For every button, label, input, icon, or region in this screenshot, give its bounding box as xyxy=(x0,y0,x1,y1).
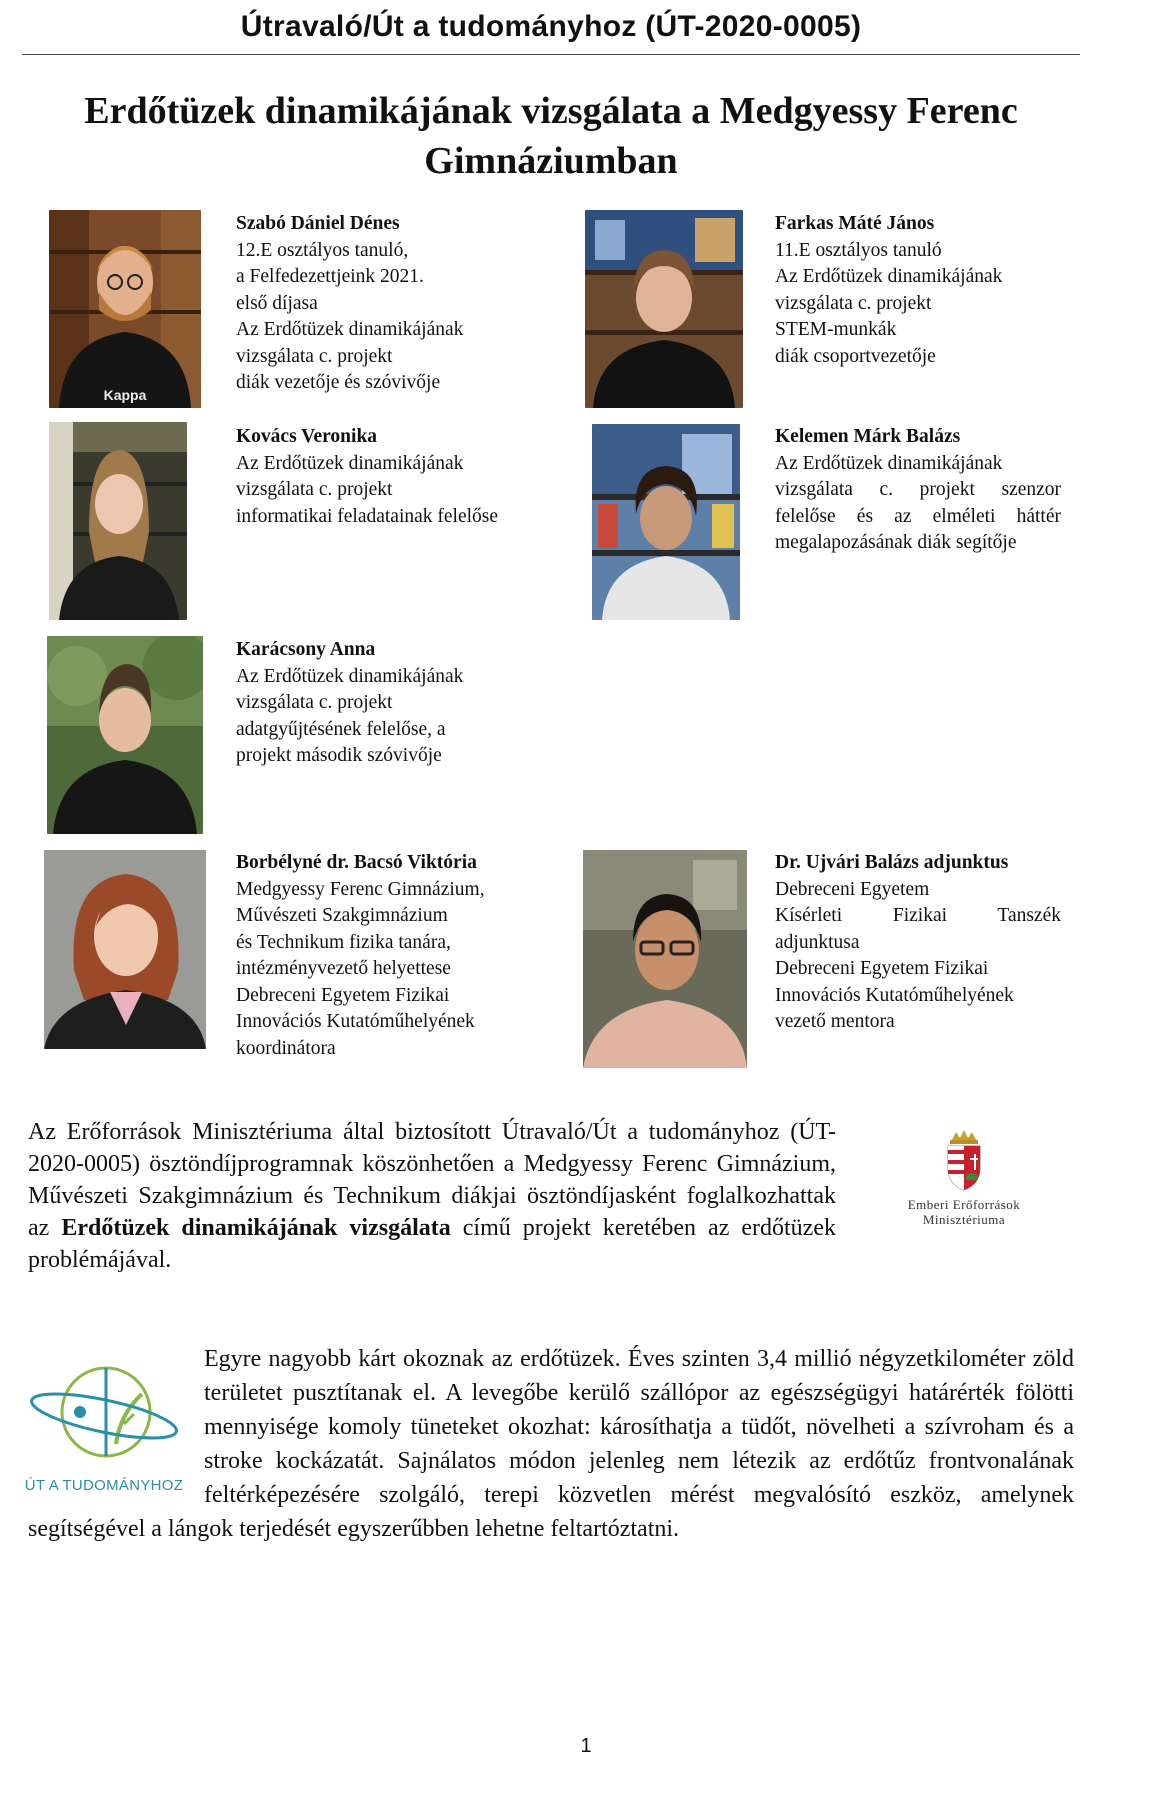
caption-line: 11.E osztályos tanuló xyxy=(775,239,942,261)
page-number: 1 xyxy=(580,1735,592,1757)
person-name: Kelemen Márk Balázs xyxy=(775,426,961,447)
caption-line: projekt második szóvivője xyxy=(236,745,442,766)
body-paragraph xyxy=(28,1342,1074,1546)
person-name: Farkas Máté János xyxy=(775,213,935,234)
svg-text:Kappa: Kappa xyxy=(103,387,147,403)
document-title xyxy=(22,86,1080,186)
caption-line: Az Erdőtüzek dinamikájának xyxy=(775,266,1003,287)
title-line-2: Gimnáziumban xyxy=(424,140,678,182)
caption-line: intézményvezető helyettese xyxy=(236,958,451,979)
page-header xyxy=(22,0,1080,55)
caption-line: adatgyűjtésének felelőse, a xyxy=(236,718,446,740)
ministry-logo xyxy=(884,1130,1044,1240)
caption-line: Medgyessy Ferenc Gimnázium, xyxy=(236,878,485,900)
photo-borbelyne-viktoria xyxy=(44,850,206,1049)
caption-line: vizsgálata c. projekt xyxy=(236,345,393,367)
person-name: Szabó Dániel Dénes xyxy=(236,213,400,234)
person-caption xyxy=(775,424,1061,557)
caption-line: Az Erdőtüzek dinamikájának xyxy=(236,665,464,687)
photo-karacsony-anna xyxy=(47,636,203,834)
caption-line: diák csoportvezetője xyxy=(775,345,936,367)
caption-line: és Technikum fizika tanára, xyxy=(236,931,451,953)
body-text: Egyre nagyobb kárt okoznak az erdőtüzek. Éves szinten 3,4 millió négyzetkilométer zöld területet pusztítanak el. A levegőbe kerülő szállópor az egészségügyi határérték fölötti mennyisége komoly tüneteket okozhat: károsíthatja a tüdőt, növelheti a szívroham és a stroke kockázatát. Sajnálatos módon jelenleg nem létezik az erdőtűz frontvonalának feltérképezésére szolgáló, terepi közvetlen mérést megvalósító eszköz, amelynek segítségével a lángok terjedését egyszerűbben lehetne feltartóztatni. xyxy=(28,1346,1074,1542)
caption-line: Az Erdőtüzek dinamikájának xyxy=(236,452,464,474)
caption-line: 12.E osztályos tanuló, xyxy=(236,239,409,261)
caption-line: első díjasa xyxy=(236,292,318,314)
person-caption xyxy=(775,850,1061,1036)
logo-spacer xyxy=(28,1342,204,1506)
caption-line: informatikai feladatainak felelőse xyxy=(236,505,499,527)
caption-line: vizsgálata c. projekt xyxy=(236,692,393,713)
person-name: Dr. Ujvári Balázs adjunktus xyxy=(775,852,1009,873)
title-line-1: Erdőtüzek dinamikájának vizsgálata a Medgyessy Ferenc xyxy=(84,90,1018,132)
caption-line: vizsgálata c. projekt xyxy=(775,292,932,314)
ministry-name-line-1: Emberi Erőforrások xyxy=(907,1197,1021,1212)
caption-line: Művészeti Szakgimnázium xyxy=(236,905,448,926)
caption-line: STEM-munkák xyxy=(775,319,897,340)
caption-line: Az Erdőtüzek dinamikájának xyxy=(775,452,1003,474)
photo-farkas-mate xyxy=(585,210,743,408)
caption-line: megalapozásának diák segítője xyxy=(775,532,1017,553)
caption-line: felelőse és az elméleti háttér xyxy=(775,505,1061,527)
caption-line: a Felfedezettjeink 2021. xyxy=(236,266,424,287)
intro-text-end: című projekt keretében az erdőtüzek problémájával. xyxy=(28,1215,836,1273)
photo-kelemen-mark xyxy=(592,424,740,620)
caption-line: adjunktusa xyxy=(775,931,860,953)
coat-of-arms-icon xyxy=(942,1130,986,1192)
person-caption xyxy=(236,850,566,1062)
person-name: Borbélyné dr. Bacsó Viktória xyxy=(236,852,477,873)
caption-line: koordinátora xyxy=(236,1037,336,1059)
intro-paragraph xyxy=(28,1116,836,1276)
person-name: Kovács Veronika xyxy=(236,426,378,447)
project-name: Erdőtüzek dinamikájának vizsgálata xyxy=(61,1215,451,1241)
caption-line: Innovációs Kutatóműhelyének xyxy=(775,984,1014,1006)
photo-szabo-daniel xyxy=(49,210,201,408)
ut-logo-caption: ÚT A TUDOMÁNYHOZ xyxy=(24,1477,184,1494)
program-title: Útravaló/Út a tudományhoz (ÚT-2020-0005) xyxy=(240,10,862,43)
person-caption xyxy=(236,211,566,397)
caption-line: diák vezetője és szóvivője xyxy=(236,372,441,393)
ministry-name-line-2: Minisztériuma xyxy=(922,1212,1006,1227)
caption-line: Kísérleti Fizikai Tanszék xyxy=(775,905,1061,926)
intro-text: Az Erőforrások Minisztériuma által biztosított Útravaló/Út a tudományhoz (ÚT-2020-0005) ösztöndíjprogramnak köszönhetően a Medgyessy Ferenc Gimnázium, Művészeti Szakgimnázium és Technikum diákjai ösztöndíjasként foglalkozhattak az xyxy=(28,1119,836,1241)
caption-line: Debreceni Egyetem Fizikai xyxy=(775,958,989,979)
person-caption xyxy=(236,637,566,770)
person-name: Karácsony Anna xyxy=(236,639,376,660)
photo-kovacs-veronika xyxy=(49,422,187,620)
caption-line: vizsgálata c. projekt xyxy=(236,479,393,500)
caption-line: Debreceni Egyetem xyxy=(775,878,930,900)
photo-ujvari-balazs xyxy=(583,850,747,1068)
person-caption xyxy=(775,211,1075,370)
caption-line: Az Erdőtüzek dinamikájának xyxy=(236,319,464,340)
caption-line: Innovációs Kutatóműhelyének xyxy=(236,1011,475,1032)
caption-line: vizsgálata c. projekt szenzor xyxy=(775,479,1061,500)
person-caption xyxy=(236,424,566,530)
caption-line: vezető mentora xyxy=(775,1011,895,1032)
caption-line: Debreceni Egyetem Fizikai xyxy=(236,984,450,1006)
